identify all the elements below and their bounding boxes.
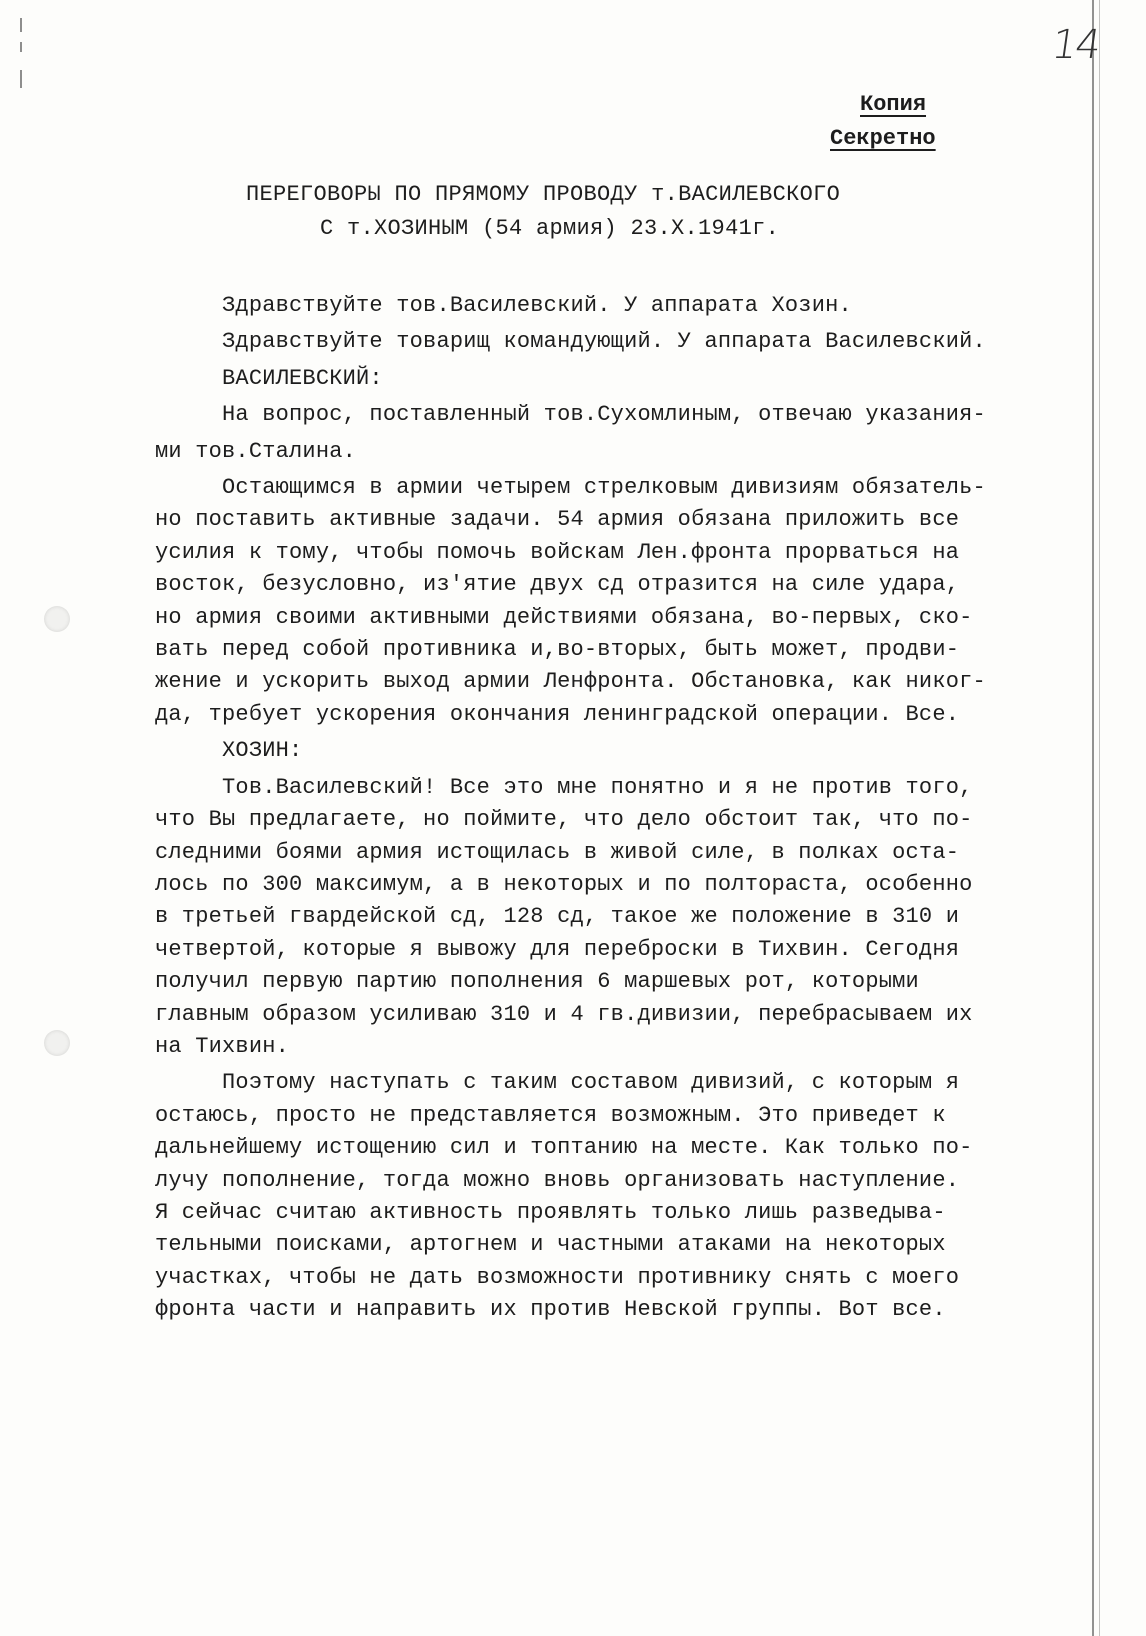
- body-line: ми тов.Сталина.: [155, 438, 357, 464]
- body-line: остаюсь, просто не представляется возможным. Это приведет к: [155, 1102, 946, 1128]
- binding-marks: [20, 18, 26, 88]
- page-edge-line: [1092, 0, 1094, 1636]
- speaker-heading-vasilevsky: ВАСИЛЕВСКИЙ:: [155, 365, 383, 391]
- body-line: жение и ускорить выход армии Ленфронта. Обстановка, как никог-: [155, 669, 986, 695]
- body-line: Тов.Василевский! Все это мне понятно и я не против того,: [155, 774, 973, 800]
- body-line: лучу пополнение, тогда можно вновь организовать наступление.: [155, 1167, 960, 1193]
- body-line: На вопрос, поставленный тов.Сухомлиным, отвечаю указания-: [155, 402, 986, 428]
- body-line: участках, чтобы не дать возможности противнику снять с моего: [155, 1264, 960, 1290]
- body-line: Остающимся в армии четырем стрелковым дивизиям обязатель-: [155, 475, 986, 501]
- body-line: следними боями армия истощилась в живой силе, в полках оста-: [155, 839, 960, 865]
- document-title-line-1: ПЕРЕГОВОРЫ ПО ПРЯМОМУ ПРОВОДУ т.ВАСИЛЕВСКОГО: [246, 182, 841, 207]
- body-line: Я сейчас считаю активность проявлять только лишь разведыва-: [155, 1199, 946, 1225]
- document-title-line-2: С т.ХОЗИНЫМ (54 армия) 23.Х.1941г.: [320, 216, 780, 241]
- body-line: вать перед собой противника и,во-вторых, быть может, продви-: [155, 637, 960, 663]
- body-line: в третьей гвардейской сд, 128 сд, такое же положение в 310 и: [155, 904, 960, 930]
- body-line: на Тихвин.: [155, 1033, 290, 1059]
- handwritten-page-number: 14: [1048, 22, 1103, 68]
- punch-hole-upper: [44, 606, 70, 632]
- punch-hole-lower: [44, 1030, 70, 1056]
- body-line: что Вы предлагаете, но поймите, что дело обстоит так, что по-: [155, 807, 973, 833]
- copy-label: Копия: [860, 92, 927, 117]
- body-line: лось по 300 максимум, а в некоторых и по полтораста, особенно: [155, 871, 973, 897]
- body-line: дальнейшему истощению сил и топтанию на месте. Как только по-: [155, 1135, 973, 1161]
- body-line: тельными поисками, артогнем и частными атаками на некоторых: [155, 1232, 946, 1258]
- body-line: но поставить активные задачи. 54 армия обязана приложить все: [155, 507, 960, 533]
- body-line: Поэтому наступать с таким составом дивизий, с которым я: [155, 1070, 960, 1096]
- body-line: получил первую партию пополнения 6 маршевых рот, которыми: [155, 969, 919, 995]
- body-line: главным образом усиливаю 310 и 4 гв.дивизии, перебрасываем их: [155, 1001, 973, 1027]
- body-line: фронта части и направить их против Невской группы. Вот все.: [155, 1297, 946, 1323]
- secret-label: Секретно: [830, 126, 936, 151]
- body-line: но армия своими активными действиями обязана, во-первых, ско-: [155, 604, 973, 630]
- body-line: четвертой, которые я вывожу для переброски в Тихвин. Сегодня: [155, 936, 960, 962]
- body-line: усилия к тому, чтобы помочь войскам Лен.фронта прорваться на: [155, 539, 960, 565]
- speaker-heading-khozin: ХОЗИН:: [155, 738, 303, 764]
- body-line: Здравствуйте тов.Василевский. У аппарата Хозин.: [155, 293, 852, 318]
- body-line: Здравствуйте товарищ командующий. У аппарата Василевский.: [155, 329, 986, 355]
- body-line: восток, безусловно, из'ятие двух сд отразится на силе удара,: [155, 572, 960, 598]
- body-line: да, требует ускорения окончания ленинградской операции. Все.: [155, 701, 960, 727]
- page-edge-line-secondary: [1099, 0, 1100, 1636]
- document-body: [155, 290, 1085, 1327]
